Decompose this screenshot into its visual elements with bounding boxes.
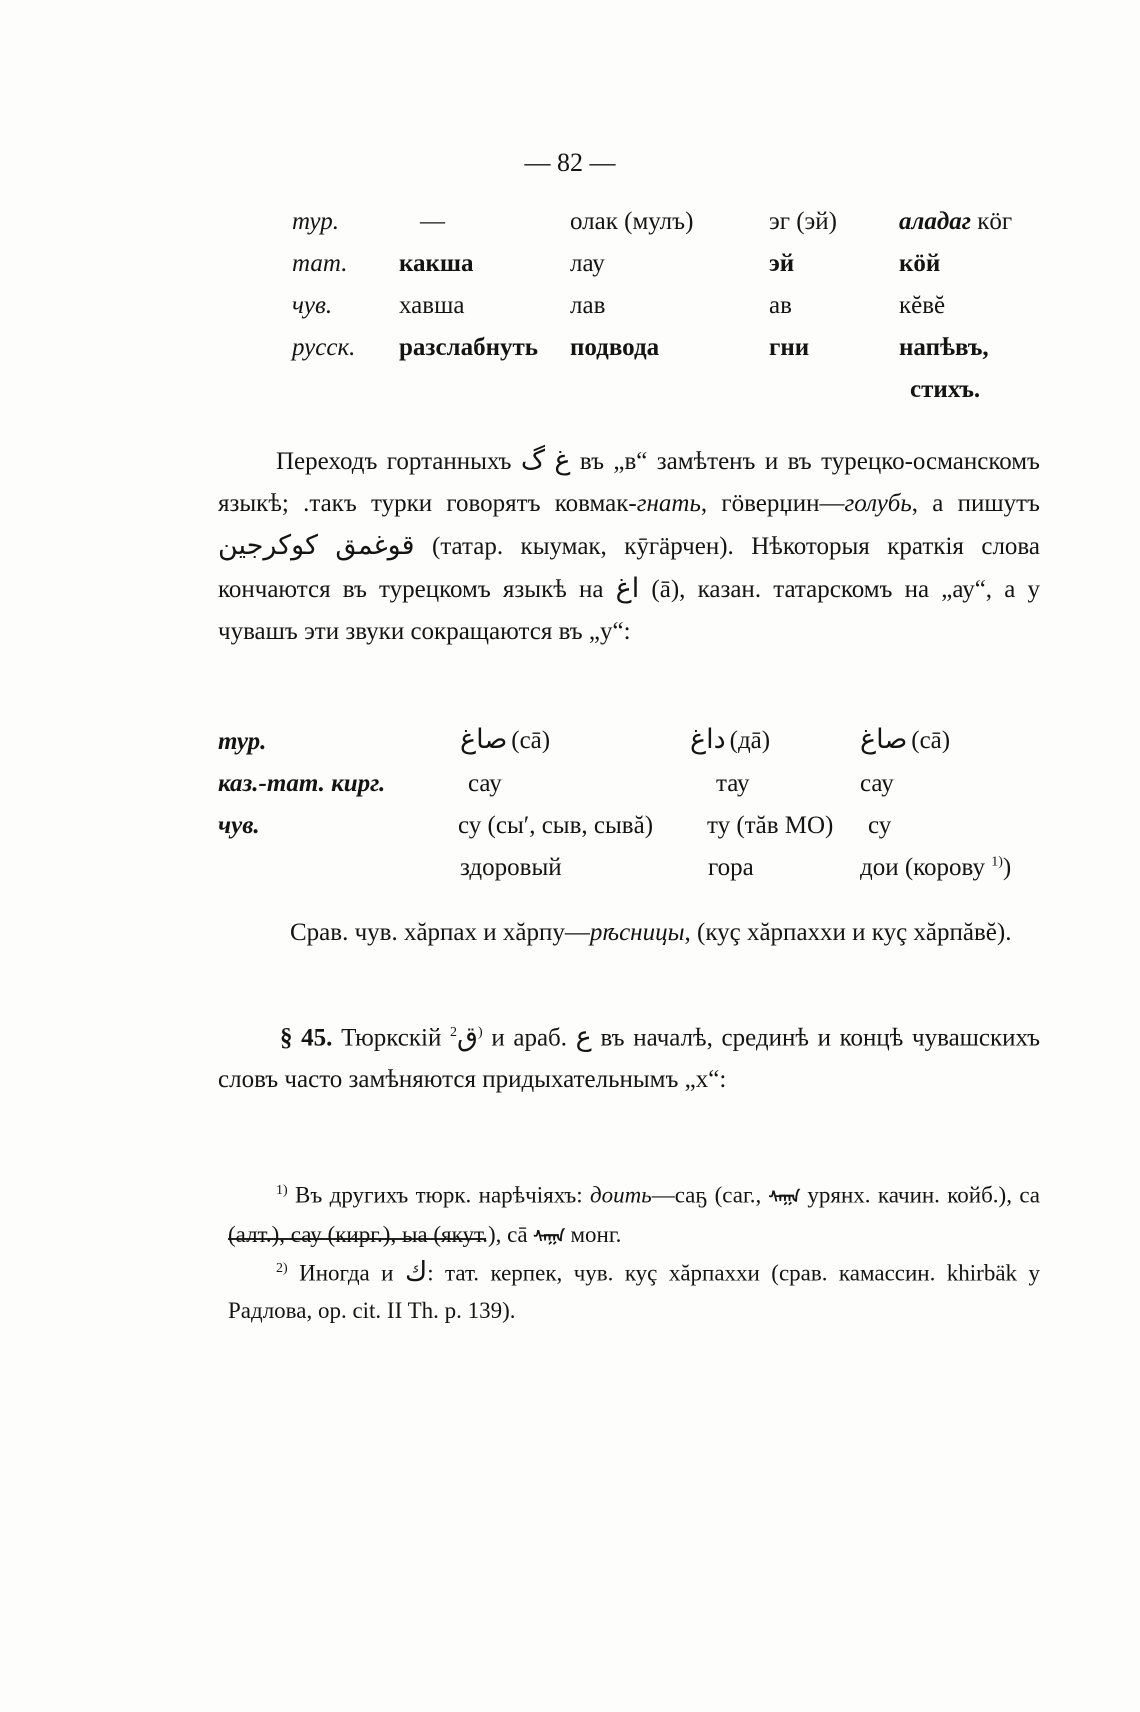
cell: кӧй [899, 250, 941, 277]
arabic-letter: اغ [615, 573, 640, 604]
text: и араб. [482, 1024, 576, 1052]
italic-gloss: голубь [844, 490, 912, 517]
paragraph-2 [218, 912, 1040, 954]
arabic-word: داغ [690, 724, 726, 755]
cell: тау [716, 770, 750, 797]
cell-continuation: стихъ. [910, 376, 981, 403]
footnote-1 [228, 1172, 1040, 1255]
cell: здоровый [460, 854, 562, 881]
cell: эй [769, 250, 795, 277]
text: урянх. качин. койб.), са (алт.), сау (кирг.), ыа (якут.), сā [228, 1182, 1041, 1247]
row-label: каз.-тат. кирг. [218, 770, 386, 797]
cell: сау [468, 770, 502, 797]
arabic-letter: غ [554, 445, 571, 476]
italic-gloss: гнать [636, 490, 701, 517]
cell: эг (эй) [769, 208, 837, 235]
text: Срав. чув. хăрпах и хăрпу— [290, 919, 590, 946]
cell: ту (тăв МО) [707, 812, 834, 839]
cell [860, 724, 950, 755]
italic-gloss: рѣсницы [589, 919, 685, 946]
text: , а пишутъ [911, 490, 1040, 517]
arabic-word: قوغمق [335, 530, 415, 561]
text: монг. [564, 1221, 622, 1247]
text: Иногда и [287, 1260, 405, 1286]
text: Тюркскій [332, 1024, 451, 1052]
text: , гӧверџин— [700, 490, 845, 517]
page-number: — 82 — [524, 148, 616, 177]
row-label: тур. [292, 208, 339, 235]
arabic-letter: گ [520, 445, 545, 476]
row-label: тат. [292, 250, 348, 277]
text: ) [1002, 854, 1012, 881]
arabic-letter: ك [404, 1256, 428, 1288]
footnote-2 [228, 1250, 1040, 1329]
mongolian-word: ᠰᠠᠭᠠ [533, 1226, 565, 1246]
cell: су [868, 812, 892, 839]
transcription: (сā) [511, 727, 551, 754]
mongolian-word: ᠰᠠᠭᠠ [768, 1187, 801, 1207]
arabic-word: كوكرجين [218, 530, 318, 561]
text: , (куç хăрпаххи и куç хăрпăвĕ). [684, 919, 1012, 946]
cell: хавша [399, 292, 465, 319]
arabic-word: صاغ [860, 724, 908, 755]
cell: лав [570, 292, 606, 319]
text: Переходъ гортанныхъ [276, 448, 521, 475]
section-number: § 45. [280, 1024, 333, 1052]
cell: су (сыʹ, сыв, сывă) [458, 812, 654, 839]
cell: — [420, 208, 445, 235]
row-label: чув. [292, 292, 333, 319]
text: : тат. керпек, чув. куç хăрпаххи (срав. камассин. khirbäk у Радлова, op. cit. II Th. p. 139). [228, 1260, 1040, 1323]
cell: олак (мулъ) [570, 208, 694, 235]
text: (татар. кыумак, кӯгäрчен). Нѣкоторыя краткія слова кончаются въ турецкомъ языкѣ на [218, 533, 1040, 603]
text: въ началѣ, срединѣ и концѣ чувашскихъ словъ часто замѣняются придыхательнымъ „х“: [218, 1024, 1041, 1094]
cell: напѣвъ, [899, 334, 989, 361]
cell [460, 724, 550, 755]
cell: ав [769, 292, 792, 319]
text: —саҕ (саг., [651, 1182, 769, 1208]
cell: лау [570, 250, 605, 277]
cell [690, 724, 770, 755]
footnote-mark: 1) [276, 1183, 288, 1198]
cell: сау [860, 770, 894, 797]
cell [899, 208, 1012, 236]
footnote-ref: 1) [991, 854, 1003, 870]
cell: подвода [570, 334, 660, 361]
text: Въ другихъ тюрк. нарѣчіяхъ: [287, 1182, 590, 1208]
italic-gloss: доить [589, 1182, 652, 1208]
arabic-word: صاغ [460, 724, 508, 755]
arabic-letter: ع [575, 1021, 592, 1053]
text: дои (корову [860, 854, 992, 881]
cell: кĕвĕ [899, 292, 946, 319]
text: въ „в“ замѣтенъ и въ турецко-османскомъ языкѣ; .такъ турки говорятъ ковмак- [218, 448, 1040, 517]
footnote-ref: 2) [450, 1025, 483, 1040]
cell: какша [399, 250, 474, 277]
paragraph-3 [218, 1012, 1040, 1101]
row-label: русск. [292, 334, 356, 361]
paragraph-1 [218, 440, 1040, 653]
cell-rest: кöг [970, 208, 1013, 235]
text: (ā), казан. татарскомъ на „ау“, а у чувашъ эти звуки сокращаются въ „у“: [218, 576, 1040, 645]
row-label: чув. [218, 812, 260, 839]
transcription: (дā) [729, 727, 771, 754]
cell: гора [708, 854, 754, 881]
cell: гни [769, 334, 810, 361]
cell [860, 854, 1011, 882]
transcription: (сā) [911, 727, 951, 754]
cell-italic: аладаг [899, 208, 971, 235]
arabic-letter: ق [457, 1021, 478, 1053]
row-label: тур. [218, 728, 267, 755]
footnote-mark: 2) [276, 1261, 288, 1276]
cell: разслабнуть [399, 334, 538, 361]
